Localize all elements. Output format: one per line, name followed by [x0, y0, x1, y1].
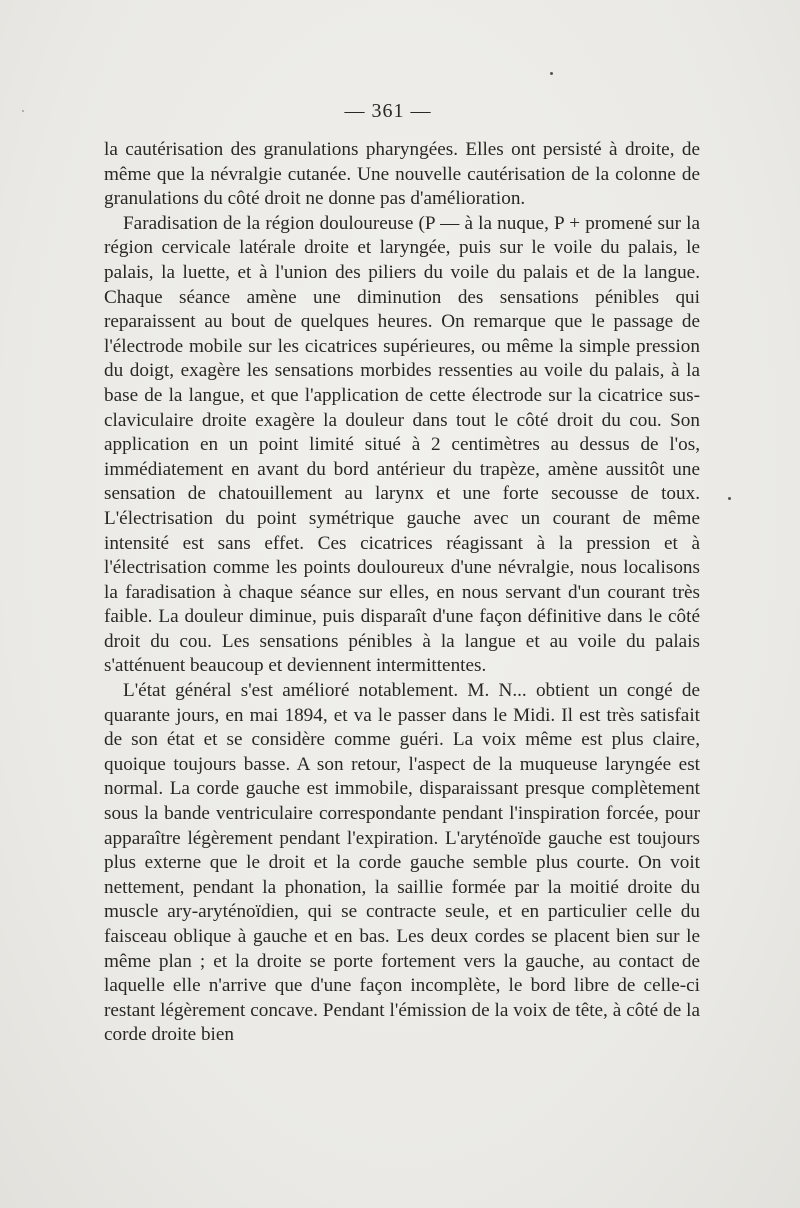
paragraph-1: la cautérisation des granulations pharyngées. Elles ont persisté à droite, de même que la névralgie cutanée. Une nouvelle cautérisation de la colonne de granulations du côté droit ne donne pas d'amélioration. [104, 139, 700, 210]
body-text [104, 138, 700, 1048]
paper-speck [22, 110, 24, 112]
paragraph-3: L'état général s'est amélioré notablement. M. N... obtient un congé de quarante jours, en mai 1894, et va le passer dans le Midi. Il est très satisfait de son état et se considère comme guéri. La voix même est plus claire, quoique toujours basse. A son retour, l'aspect de la muqueuse laryngée est normal. La corde gauche est immobile, disparaissant presque complètement sous la bande ventriculaire correspondante pendant l'inspiration forcée, pour apparaître légèrement pendant l'expiration. L'aryténoïde gauche est toujours plus externe que le droit et la corde gauche semble plus courte. On voit nettement, pendant la phonation, la saillie formée par la moitié droite du muscle ary-aryténoïdien, qui se contracte seule, et en particulier celle du faisceau oblique à gauche et en bas. Les deux cordes se placent bien sur le même plan ; et la droite se porte fortement vers la gauche, au contact de laquelle elle n'arrive que d'une façon incomplète, le bord libre de celle-ci restant légèrement concave. Pendant l'émission de la voix de tête, à côté de la corde droite bien [104, 680, 700, 1046]
paper-speck [728, 497, 731, 500]
paper-speck [550, 72, 553, 75]
paragraph-2: Faradisation de la région douloureuse (P — à la nuque, P + promené sur la région cervicale latérale droite et laryngée, puis sur le voile du palais, le palais, la luette, et à l'union des piliers du voile du palais et de la langue. Chaque séance amène une diminution des sensations pénibles qui reparaissent au bout de quelques heures. On remarque que le passage de l'électrode mobile sur les cicatrices supérieures, ou même la simple pression du doigt, exagère les sensations morbides ressenties au voile du palais, à la base de la langue, et que l'application de cette électrode sur la cicatrice sus-claviculaire droite exagère la douleur dans tout le côté droit du cou. Son application en un point limité situé à 2 centimètres au dessus de l'os, immédiatement en avant du bord antérieur du trapèze, amène aussitôt une sensation de chatouillement au larynx et une forte secousse de toux. L'électrisation du point symétrique gauche avec un courant de même intensité est sans effet. Ces cicatrices réagissant à la pression et à l'électrisation comme les points douloureux d'une névralgie, nous localisons la faradisation à chaque séance sur elles, en nous servant d'un courant très faible. La douleur diminue, puis disparaît d'une façon définitive dans le côté droit du cou. Les sensations pénibles à la langue et au voile du palais s'atténuent beaucoup et deviennent intermittentes. [104, 212, 700, 677]
page-number: — 361 — [344, 100, 432, 122]
